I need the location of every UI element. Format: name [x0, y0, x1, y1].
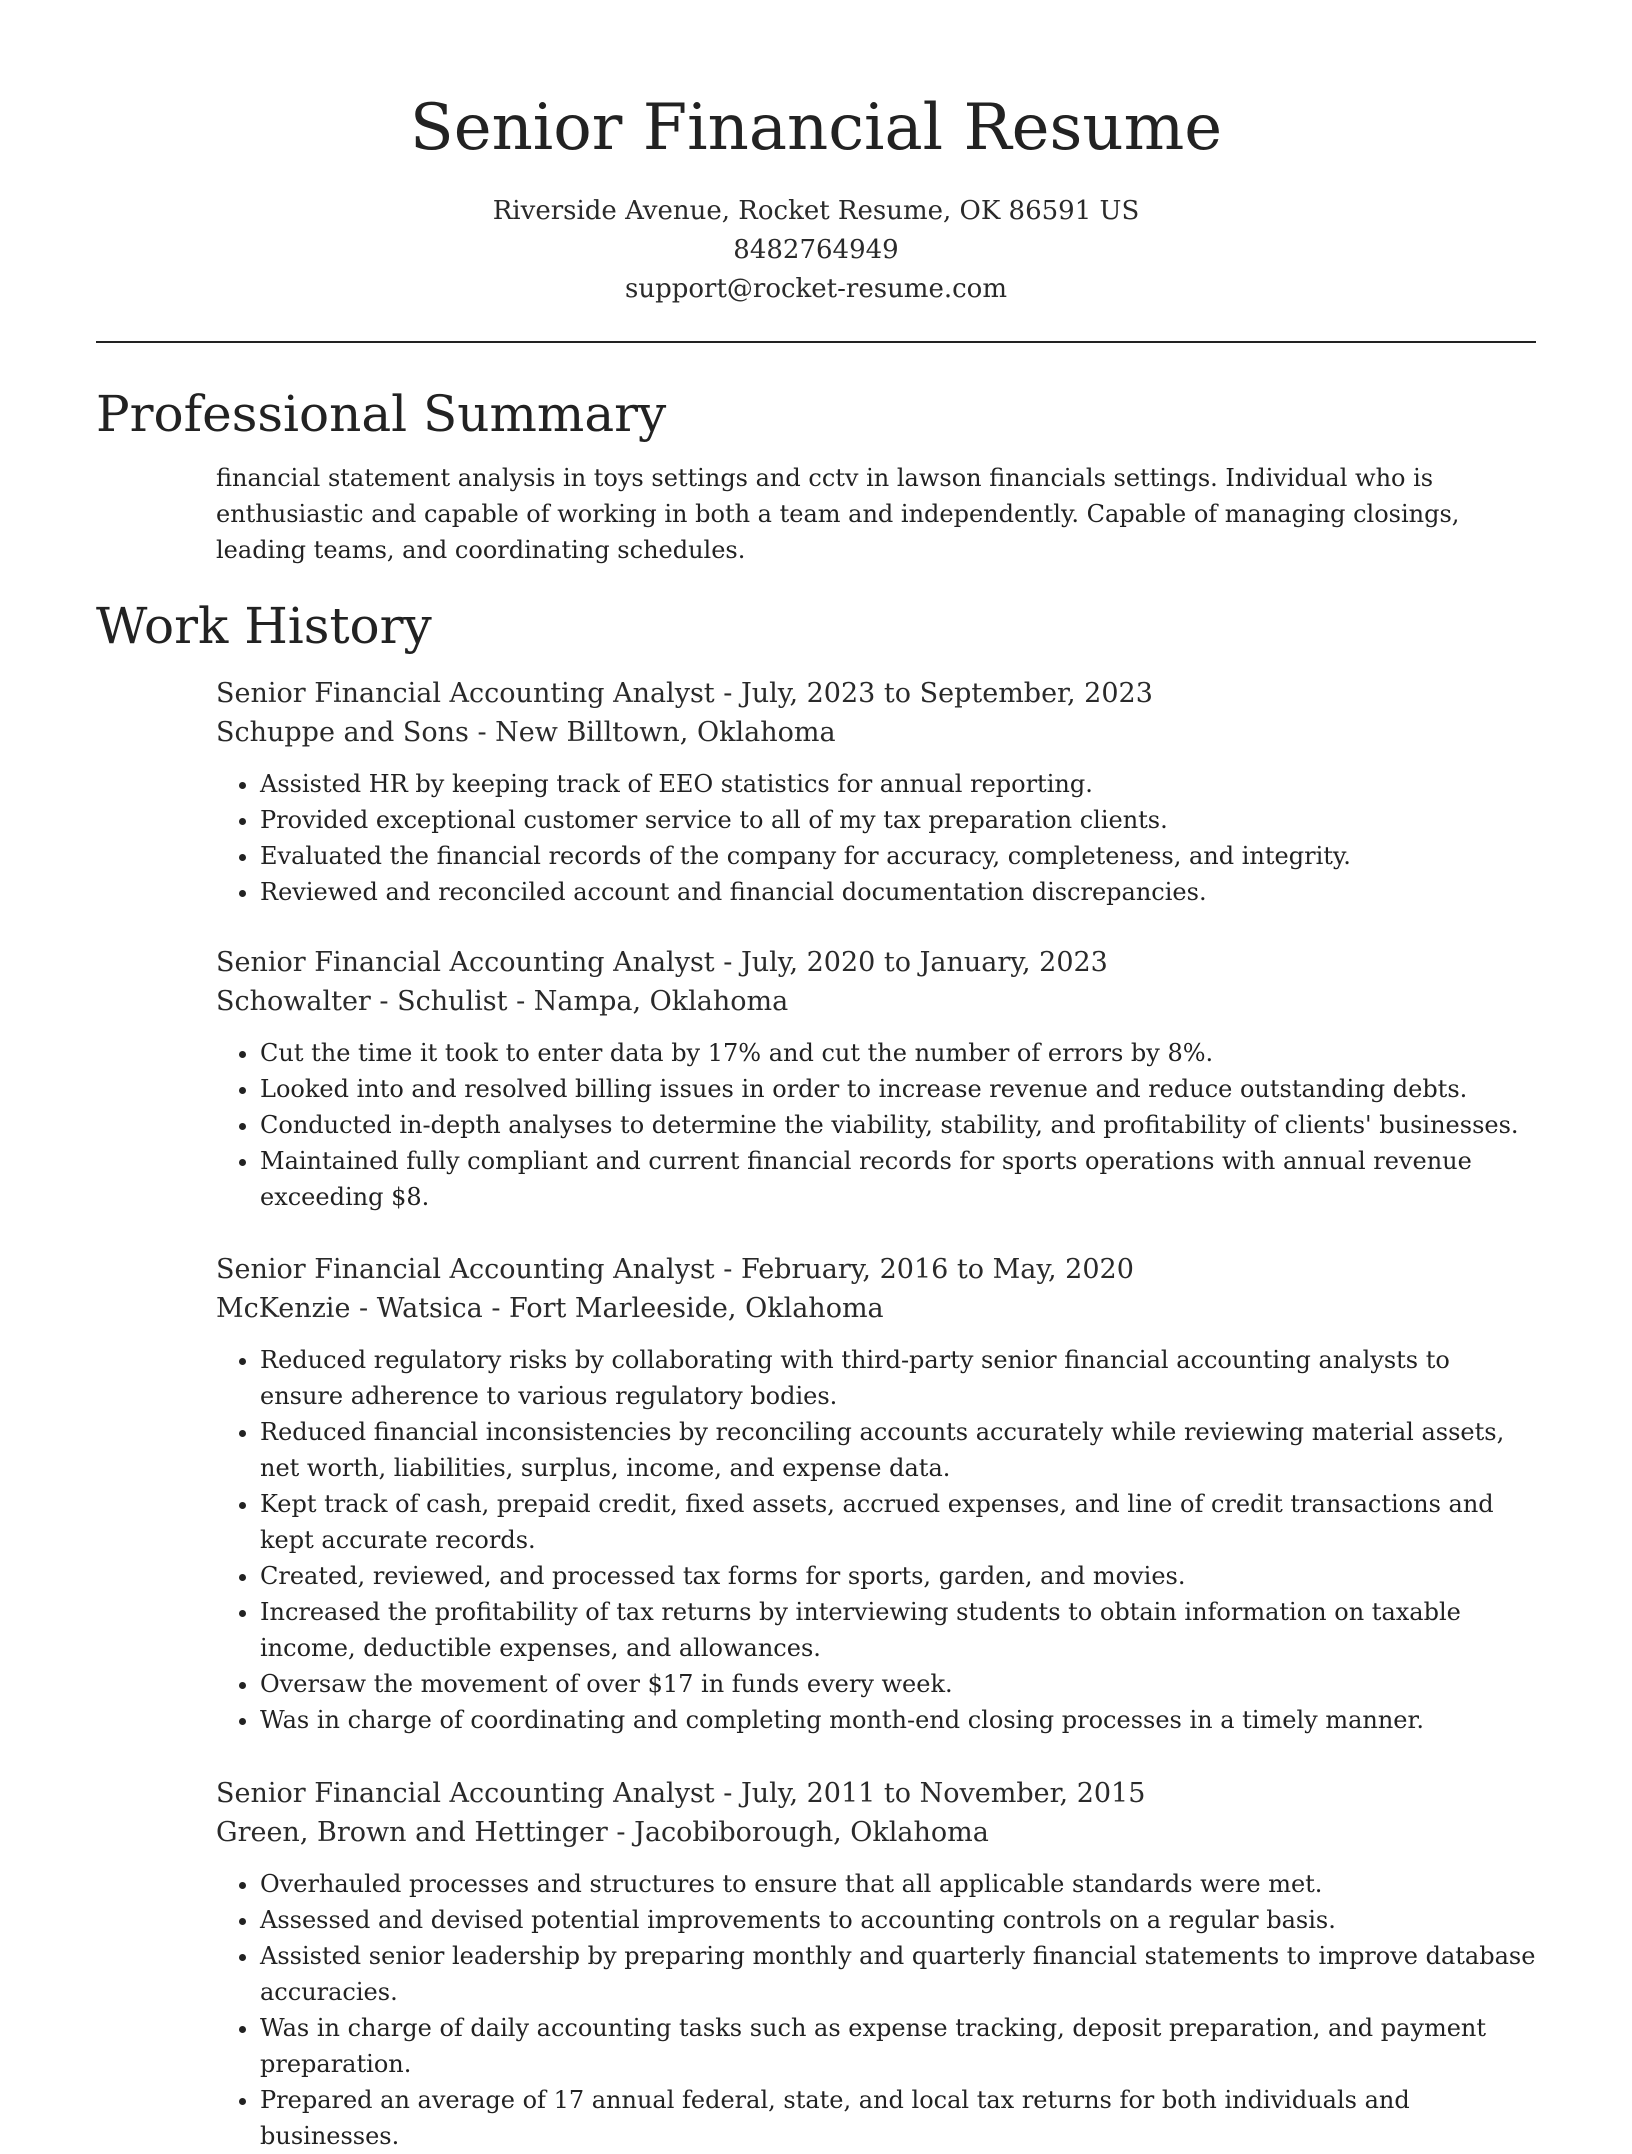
- job-bullet: • Increased the profitability of tax returns by interviewing students to obtain information on taxable income, deductible expenses, and allowances.: [260, 1594, 1536, 1666]
- job-bullet: • Overhauled processes and structures to ensure that all applicable standards were met.: [260, 1866, 1536, 1902]
- work-history-heading: Work History: [96, 597, 432, 655]
- job-bullet: • Assisted senior leadership by preparing monthly and quarterly financial statements to improve database accuracies.: [260, 1938, 1536, 2010]
- job-entry: [216, 1250, 1536, 1738]
- job-bullet: • Created, reviewed, and processed tax forms for sports, garden, and movies.: [260, 1558, 1536, 1594]
- job-bullet: • Provided exceptional customer service to all of my tax preparation clients.: [260, 802, 1536, 838]
- job-entry: [216, 943, 1536, 1215]
- job-company: Green, Brown and Hettinger - Jacobiborough, Oklahoma: [216, 1817, 989, 1848]
- job-bullets: [216, 1035, 1536, 1215]
- summary-text: financial statement analysis in toys settings and cctv in lawson financials settings. Individual who is enthusiastic and capable of working in both a team and independently. Capable of managing closings, leading teams, and coordinating schedules.: [216, 464, 1460, 564]
- job-bullet: • Evaluated the financial records of the company for accuracy, completeness, and integrity.: [260, 838, 1536, 874]
- resume-header: [0, 86, 1632, 309]
- job-entry: [216, 674, 1536, 910]
- resume-name: Senior Financial Resume: [409, 91, 1223, 165]
- job-bullet: • Cut the time it took to enter data by 17% and cut the number of errors by 8%.: [260, 1035, 1536, 1071]
- contact-block: [0, 192, 1632, 309]
- job-company: Schowalter - Schulist - Nampa, Oklahoma: [216, 986, 789, 1017]
- job-bullets: [216, 766, 1536, 910]
- contact-phone: 8482764949: [733, 235, 899, 265]
- job-bullet: • Reviewed and reconciled account and financial documentation discrepancies.: [260, 874, 1536, 910]
- job-bullet: • Reduced regulatory risks by collaborating with third-party senior financial accounting analysts to ensure adherence to various regulatory bodies.: [260, 1342, 1536, 1414]
- job-entry: [216, 1774, 1536, 2154]
- job-bullet: • Conducted in-depth analyses to determine the viability, stability, and profitability of clients' businesses.: [260, 1107, 1536, 1143]
- job-bullet: • Assisted HR by keeping track of EEO statistics for annual reporting.: [260, 766, 1536, 802]
- job-bullet: • Oversaw the movement of over $17 in funds every week.: [260, 1666, 1536, 1702]
- job-bullet: • Kept track of cash, prepaid credit, fixed assets, accrued expenses, and line of credit transactions and kept accurate records.: [260, 1486, 1536, 1558]
- contact-email: support@rocket-resume.com: [624, 274, 1007, 304]
- job-title: Senior Financial Accounting Analyst - July, 2023 to September, 2023: [216, 678, 1153, 709]
- header-divider: [96, 341, 1536, 343]
- job-bullet: • Reduced financial inconsistencies by reconciling accounts accurately while reviewing material assets, net worth, liabilities, surplus, income, and expense data.: [260, 1414, 1536, 1486]
- job-bullets: [216, 1342, 1536, 1738]
- job-bullet: • Assessed and devised potential improvements to accounting controls on a regular basis.: [260, 1902, 1536, 1938]
- job-title: Senior Financial Accounting Analyst - February, 2016 to May, 2020: [216, 1254, 1134, 1285]
- summary-heading: Professional Summary: [96, 385, 667, 443]
- job-title: Senior Financial Accounting Analyst - July, 2020 to January, 2023: [216, 947, 1108, 978]
- job-bullets: [216, 1866, 1536, 2154]
- job-company: Schuppe and Sons - New Billtown, Oklahoma: [216, 717, 836, 748]
- job-bullet: • Maintained fully compliant and current financial records for sports operations with annual revenue exceeding $8.: [260, 1143, 1536, 1215]
- job-bullet: • Was in charge of coordinating and completing month-end closing processes in a timely manner.: [260, 1702, 1536, 1738]
- job-bullet: • Looked into and resolved billing issues in order to increase revenue and reduce outstanding debts.: [260, 1071, 1536, 1107]
- job-bullet: • Was in charge of daily accounting tasks such as expense tracking, deposit preparation, and payment preparation.: [260, 2010, 1536, 2082]
- job-title: Senior Financial Accounting Analyst - July, 2011 to November, 2015: [216, 1778, 1146, 1809]
- job-company: McKenzie - Watsica - Fort Marleeside, Oklahoma: [216, 1293, 884, 1324]
- job-bullet: • Prepared an average of 17 annual federal, state, and local tax returns for both individuals and businesses.: [260, 2082, 1536, 2154]
- contact-address: Riverside Avenue, Rocket Resume, OK 86591 US: [492, 196, 1140, 226]
